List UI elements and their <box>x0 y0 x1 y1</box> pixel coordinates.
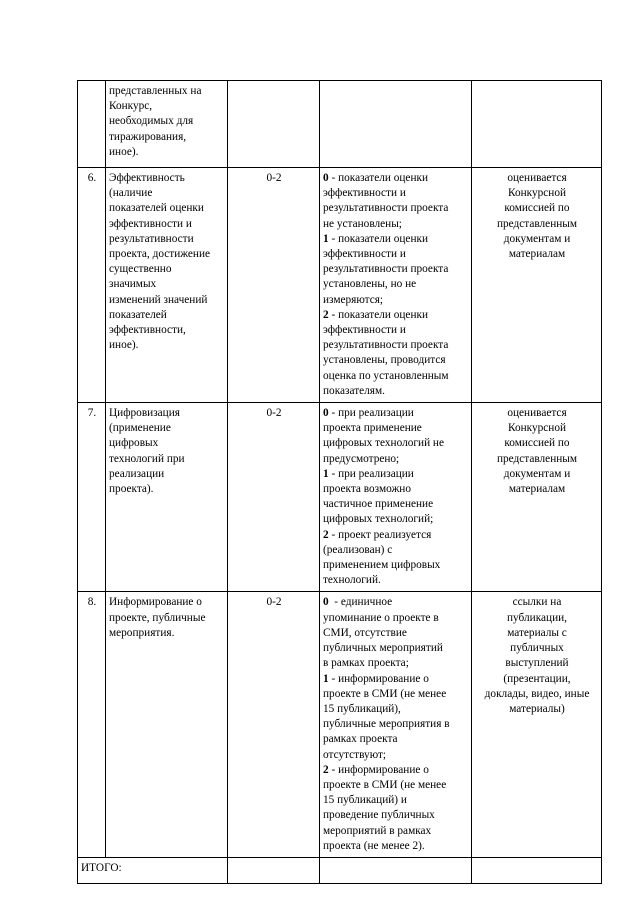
score-description: - информирование о проекте в СМИ (не менее 15 публикаций), публичные мероприятия в рамках проекта отсутствуют; <box>323 672 450 761</box>
score-option <box>323 171 469 232</box>
criterion-cell <box>106 168 228 403</box>
table-row-continuation <box>78 81 602 168</box>
criterion-cell <box>106 403 228 592</box>
score-value: 1 <box>323 672 329 685</box>
score-value: 1 <box>323 467 329 480</box>
criterion-name: представленных на Конкурс, необходимых для тиражирования, иное). <box>109 85 202 158</box>
row-number: 8. <box>78 592 106 857</box>
total-label: ИТОГО: <box>78 857 228 883</box>
table-row <box>78 168 602 403</box>
criterion-name: Эффективность (наличие показателей оценки эффективности и результативности проекта, достижение существенно значимых изменений значений показателей эффективности, иное). <box>109 172 211 352</box>
criterion-cell <box>106 592 228 857</box>
score-description: - информирование о проекте в СМИ (не менее 15 публикаций) и проведение публичных мероприятий в рамках проекта (не менее 2). <box>323 763 447 852</box>
table-row <box>78 403 602 592</box>
num-cell <box>78 81 106 168</box>
score-value: 2 <box>323 528 329 541</box>
scoring-cell <box>320 81 472 168</box>
score-description: - показатели оценки эффективности и результативности проекта установлены, проводится оценка по установленным показателям. <box>323 308 449 397</box>
score-value: 2 <box>323 308 329 321</box>
score-value: 2 <box>323 763 329 776</box>
score-description: - при реализации проекта применение цифровых технологий не предусмотрено; <box>323 407 444 465</box>
scoring-cell <box>320 403 472 592</box>
score-description: - при реализации проекта возможно частичное применение цифровых технологий; <box>323 467 434 526</box>
score-option <box>323 595 469 671</box>
total-row <box>78 857 602 883</box>
criteria-table <box>77 80 602 884</box>
scoring-cell <box>320 168 472 403</box>
score-value: 1 <box>323 232 329 245</box>
score-option <box>323 528 469 589</box>
criterion-cell <box>106 81 228 168</box>
row-number: 6. <box>78 168 106 403</box>
score-description: - проект реализуется (реализован) с применением цифровых технологий. <box>323 528 441 587</box>
score-description: - единичное упоминание о проекте в СМИ, отсутствие публичных мероприятий в рамках проекта; <box>323 596 443 670</box>
score-description: - показатели оценки эффективности и результативности проекта не установлены; <box>323 172 449 230</box>
score-value: 0 <box>323 172 329 184</box>
basis-cell <box>472 592 602 857</box>
score-option <box>323 232 469 308</box>
total-points-cell <box>228 857 320 883</box>
scoring-cell <box>320 592 472 857</box>
score-option <box>323 467 469 528</box>
row-number: 7. <box>78 403 106 592</box>
total-scoring-cell <box>320 857 472 883</box>
basis-text: оценивается Конкурсной комиссией по представленным документам и материалам <box>496 407 578 496</box>
criterion-name: Информирование о проекте, публичные мероприятия. <box>109 596 206 639</box>
score-value: 0 <box>323 596 329 609</box>
basis-cell <box>472 81 602 168</box>
basis-cell <box>472 168 602 403</box>
score-value: 0 <box>323 407 329 420</box>
points-range: 0-2 <box>228 403 320 592</box>
basis-text: оценивается Конкурсной комиссией по представленным документам и материалам <box>496 172 578 261</box>
score-option <box>323 672 469 763</box>
basis-cell <box>472 403 602 592</box>
score-description: - показатели оценки эффективности и результативности проекта установлены, но не измеряются; <box>323 232 449 306</box>
table-row <box>78 592 602 857</box>
score-option <box>323 308 469 399</box>
criterion-name: Цифровизация (применение цифровых технологий при реализации проекта). <box>109 407 185 496</box>
points-cell <box>228 81 320 168</box>
score-option <box>323 406 469 467</box>
score-option <box>323 763 469 854</box>
basis-text: ссылки на публикации, материалы с публичных выступлений (презентации, доклады, видео, иные материалы) <box>484 596 590 715</box>
points-range: 0-2 <box>228 592 320 857</box>
points-range: 0-2 <box>228 168 320 403</box>
total-basis-cell <box>472 857 602 883</box>
